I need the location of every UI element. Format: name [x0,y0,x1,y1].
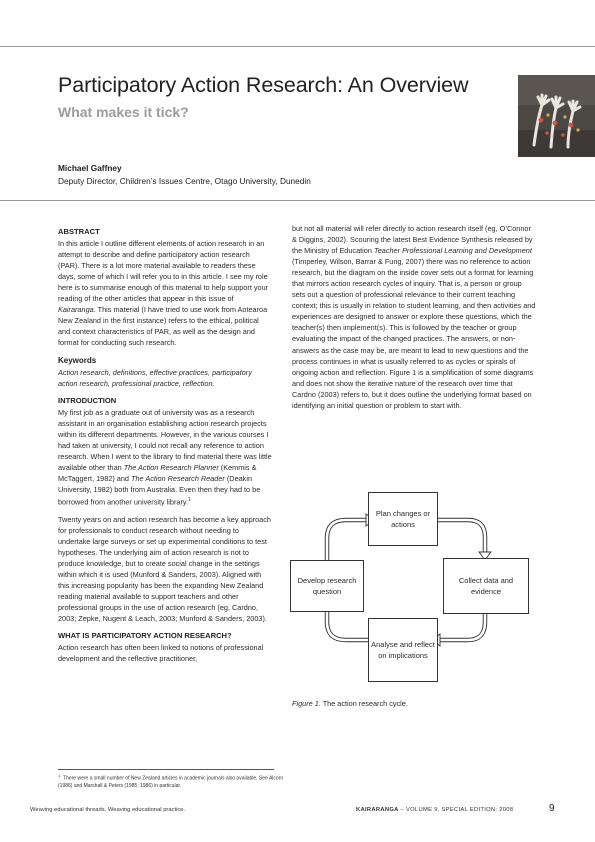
footer-journal-info: KAIRARANGA – VOLUME 9, SPECIAL EDITION: 2008 [356,807,514,813]
section-rule [0,200,595,201]
footnote: $^1$ There were a small number of New Zealand articles in academic journals also available. See Alcorn (1986) and Marshall & Peters (1985; 1986) in particular. [58,773,284,789]
analyse-reflect-box: Analyse and reflect on implications [368,618,438,682]
article-title: Participatory Action Research: An Overview [58,73,469,97]
keywords-heading: Keywords [58,355,97,365]
par-heading: WHAT IS PARTICIPATORY ACTION RESEARCH? [58,631,232,641]
par-paragraph-1: Action research has often been linked to notions of professional development and the reflective practitioner, [58,643,264,664]
left-column [58,226,272,670]
collect-data-box: Collect data and evidence [443,558,529,614]
right-column [292,223,536,417]
abstract-heading: ABSTRACT [58,227,100,236]
action-research-cycle-diagram [290,490,530,684]
footnote-rule [58,769,274,770]
author-affiliation: Deputy Director, Children’s Issues Centre, Otago University, Dunedin [58,176,311,186]
plan-changes-box: Plan changes or actions [368,492,438,546]
header-rule [0,46,595,47]
footer-tagline: Weaving educational threads. Weaving educational practice. [30,807,186,813]
keywords-text: Action research, definitions, effective practices, participatory action research, professional practice, reflection. [58,367,252,388]
article-subtitle: What makes it tick? [58,104,189,120]
figure-caption: Figure 1. The action research cycle. [292,699,408,708]
introduction-heading: INTRODUCTION [58,395,117,405]
develop-question-box: Develop research question [290,560,364,612]
right-column-paragraph: but not all material will refer directly to action research itself (eg, O’Connor & Diggins, 2002). Scouring the latest Best Evidence Synthesis released by the Ministry of Education Teacher Professional Learning and Development (Timperley, Wilson, Barrar & Fung, 2007) there was no reference to action research, but the diagram on the inside cover sets out a format for learning that mirrors action research cycles of inquiry. That is, a person or group sets out a question of professional relevance to their current teaching context; this is usually in relation to student learning, and then activities and experiences are designed to answer or explore these questions, which the teacher(s) then implement(s). This is followed by the teacher or group evaluating the impact of the changed practices. The answers, or non-answers as the case may be, are meant to lead to new questions and the process continues in what is usually referred to as cycles or spirals of ongoing action and reflection. Figure 1 is a simplification of some diagrams and does not show the iterative nature of the research over time that Cardno (2003) refers to, but it does outline the underlying format based on identifying an initial question or problem to start with. [292,224,536,410]
abstract-text: In this article I outline different elements of action research in an attempt to describe and define participatory action research (PAR). There is a lot more material available to readers these days, some of which I will refer you to in this article. I see my role here is to summarise enough of this material to help support your reading of the other articles that appear in this issue of Kairaranga. This material (I have tried to use work from Aotearoa New Zealand in the first instance) refers to the ethical, political and context characteristics of PAR, as well as the design and format for conducting such research. [58,239,269,348]
footnote-reference: 1 [188,497,191,504]
author-name: Michael Gaffney [58,163,122,173]
page-number: 9 [549,803,555,814]
hands-artwork-image [518,75,595,157]
introduction-paragraph-1: My first job as a graduate out of university was as a research assistant in an organisation establishing action research projects within its different departments. However, in the various courses I had taken at university, I could not recall any reference to action research. When I went to the library to find material there was little available other than The Action Research Planner (Kemmis & McTaggert, 1982) and The Action Research Reader (Deakin University, 1982) both from Australia. Even then they had to be borrowed from another university library.$^1$ [58,407,272,507]
introduction-paragraph-2: Twenty years on and action research has become a key approach for professionals to conduct research without needing to undertake large surveys or set up experimental conditions to test hypotheses. The underlying aim of action research is not to produce knowledge, but to create social change in the settings within which it is used (Munford & Sanders, 2003). Aligned with this increasing popularity has been the expanding New Zealand reading material available to support teachers and other professional groups in the use of action research (eg, Cardno, 2003; Zepke, Nugent & Leach, 2003; Munford & Sanders, 2003). [58,514,271,623]
